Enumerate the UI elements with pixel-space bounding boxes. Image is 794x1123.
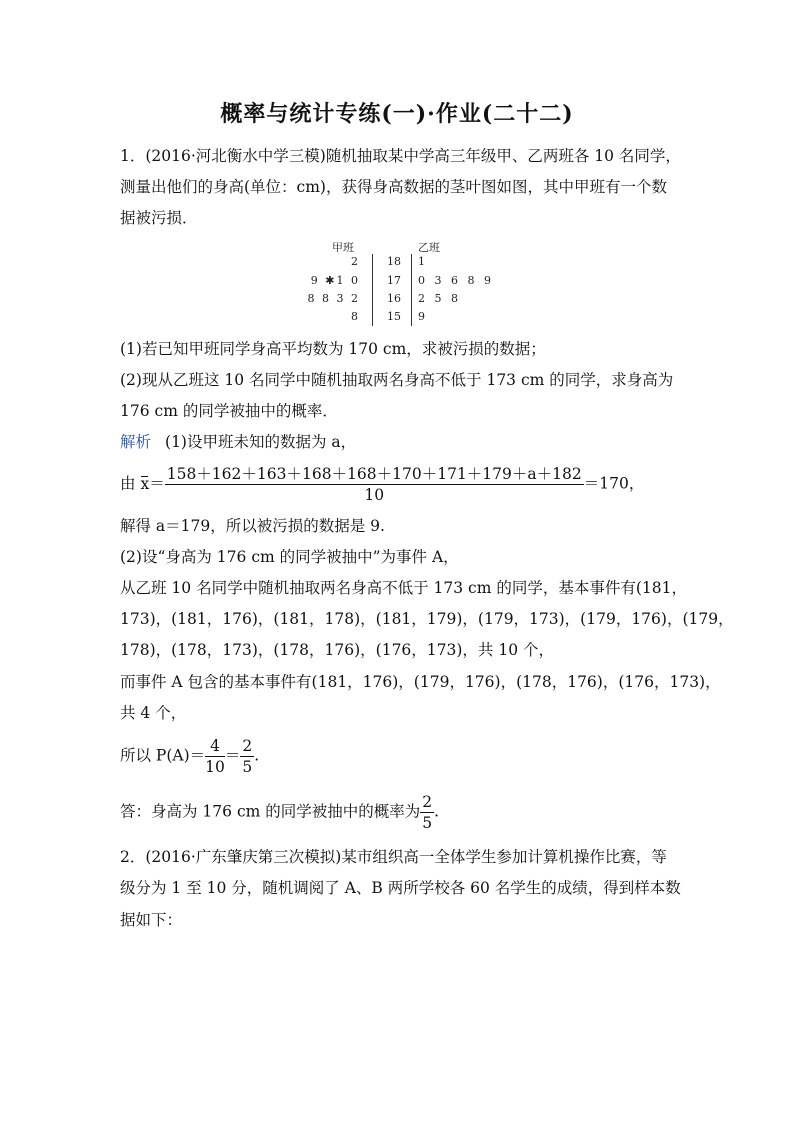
q1-line-1: 1．(2016·河北衡水中学三模)随机抽取某中学高三年级甲、乙两班各 10 名同学， (120, 147, 681, 165)
q2-line-2: 级分为 1 至 10 分，随机调阅了 A、B 两所学校各 60 名学生的成绩，得到样本数 (120, 879, 681, 897)
denominator: 5 (242, 758, 253, 776)
stem-leaf-plot (300, 236, 500, 328)
stem-row (300, 273, 500, 289)
stem: 15 (387, 310, 401, 323)
denominator: 10 (205, 758, 225, 776)
p-equals: ＝ (224, 746, 241, 765)
solution-line-1 (120, 432, 680, 452)
solution-line-2: 解得 a＝179，所以被污损的数据是 9. (120, 517, 385, 535)
header-class-b: 乙班 (418, 241, 440, 254)
leaves-b: 9 (418, 310, 428, 323)
fraction-2-5 (240, 736, 254, 777)
leaves-a: 8 (351, 310, 360, 323)
numerator: 2 (242, 737, 253, 755)
q1-line-2: 测量出他们的身高(单位：cm)，获得身高数据的茎叶图如图，其中甲班有一个数 (120, 178, 667, 196)
solution-line-6: 178)，(178，173)，(178，176)，(176，173)，共 10 个， (120, 641, 555, 659)
solution-step-1: (1)设甲班未知的数据为 a， (165, 433, 357, 451)
answer-dot: . (434, 802, 440, 821)
mean-denominator: 10 (364, 486, 385, 504)
p-dot: . (254, 746, 260, 765)
mean-numerator: 158＋162＋163＋168＋168＋170＋171＋179＋a＋182 (166, 465, 582, 483)
q2-line-3: 据如下： (120, 911, 183, 929)
q1-line-3: 据被污损． (120, 209, 198, 227)
solution-line-3: (2)设“身高为 176 cm 的同学被抽中”为事件 A， (120, 548, 459, 566)
x-bar: x (140, 474, 150, 493)
mean-fraction (165, 464, 584, 505)
stem-row (300, 254, 500, 270)
q1-part-2a: (2)现从乙班这 10 名同学中随机抽取两名身高不低于 173 cm 的同学，求身高为 (120, 371, 674, 389)
fraction-4-10 (205, 736, 225, 777)
leaves-a: 8 8 3 2 (307, 292, 360, 305)
q1-part-1: (1)若已知甲班同学身高平均数为 170 cm，求被污损的数据； (120, 340, 546, 358)
leaves-b: 2 5 8 (418, 292, 461, 305)
solution-line-8: 共 4 个， (120, 704, 187, 722)
leaves-a: 2 (351, 255, 360, 268)
denominator: 5 (422, 814, 433, 832)
numerator: 4 (205, 736, 225, 757)
probability-equation (120, 736, 259, 777)
eq-prefix: 由 (120, 474, 136, 493)
stem: 17 (387, 274, 401, 287)
leaves-b: 0 3 6 8 9 (418, 274, 494, 287)
mean-equation (120, 464, 644, 505)
leaves-a: 9 ✱1 0 (310, 274, 360, 287)
solution-line-7: 而事件 A 包含的基本事件有(181，176)，(179，176)，(178，176)，(176，173)， (120, 673, 721, 691)
header-class-a: 甲班 (332, 241, 354, 254)
q1-part-2b: 176 cm 的同学被抽中的概率． (120, 402, 338, 420)
solution-line-4: 从乙班 10 名同学中随机抽取两名身高不低于 173 cm 的同学，基本事件有(181， (120, 579, 687, 597)
answer-line (120, 792, 439, 833)
eq-equals: ＝ (149, 474, 165, 493)
eq-result: ＝170， (583, 474, 645, 493)
stem-row (300, 309, 500, 325)
stem: 18 (387, 255, 401, 268)
q2-line-1: 2．(2016·广东肇庆第三次模拟)某市组织高一全体学生参加计算机操作比赛，等 (120, 848, 667, 866)
fraction-2-5 (420, 792, 434, 833)
solution-line-5: 173)，(181，176)，(181，178)，(181，179)，(179，173)，(179，176)，(179， (120, 610, 734, 628)
numerator: 2 (422, 793, 433, 811)
stem-row (300, 291, 500, 307)
solution-label: 解析 (120, 433, 152, 451)
p-prefix: 所以 P(A)＝ (120, 746, 206, 765)
stem: 16 (387, 292, 401, 305)
answer-prefix: 答：身高为 176 cm 的同学被抽中的概率为 (120, 802, 421, 821)
leaves-b: 1 (418, 255, 428, 268)
page-title: 概率与统计专练(一)·作业(二十二) (220, 101, 574, 127)
